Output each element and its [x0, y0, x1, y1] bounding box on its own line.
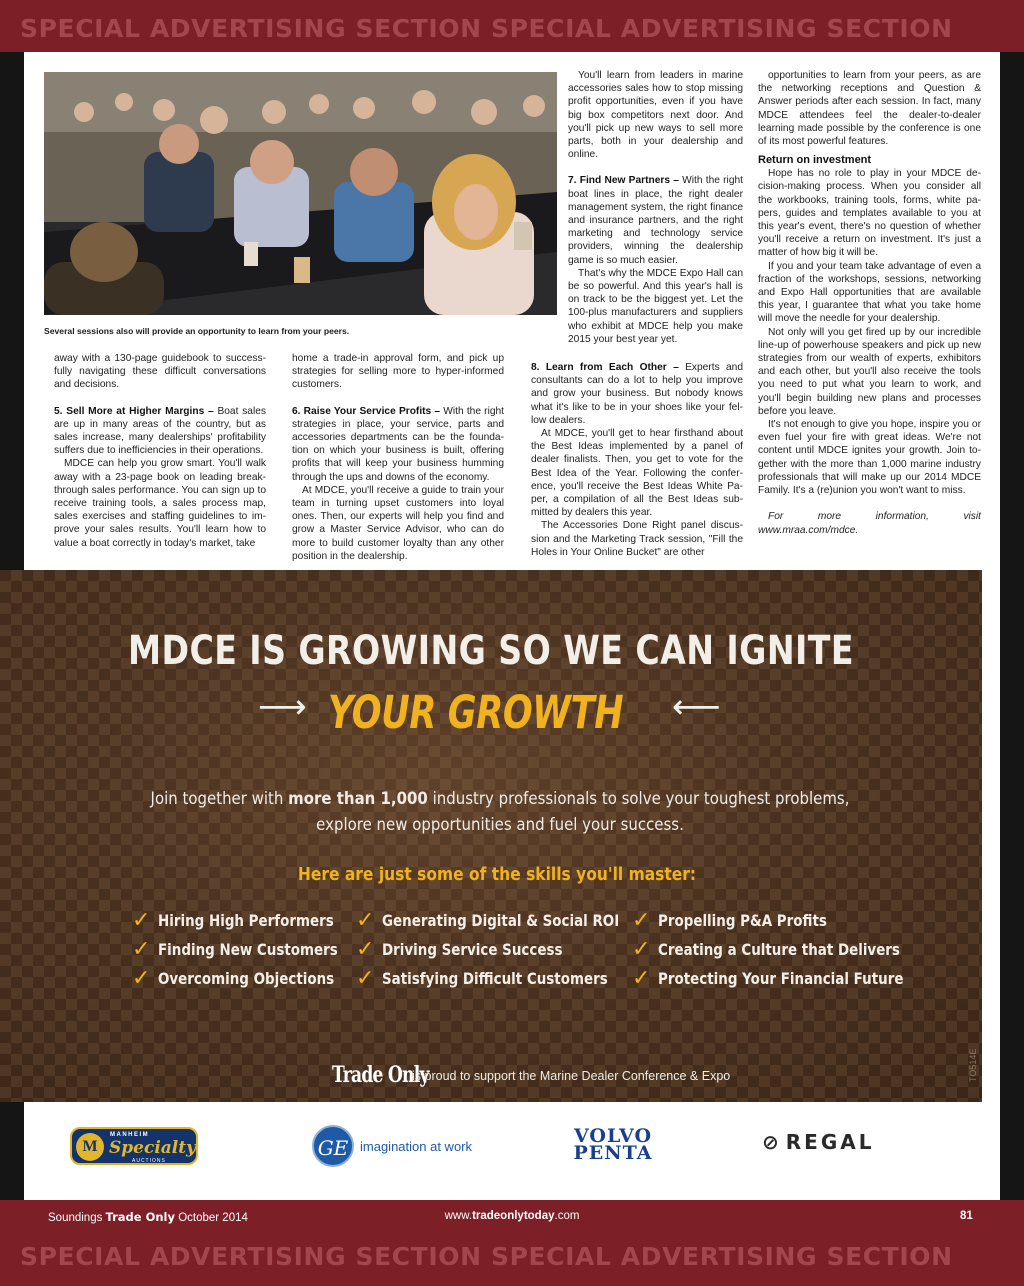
paragraph: The Accessories Done Right panel discussion and the Marketing Track session, "Fill the Holes in Your Online Bucket" are other — [531, 520, 743, 558]
skill-label: Creating a Culture that Delivers — [658, 940, 900, 959]
logo-text: Specialty — [109, 1138, 196, 1158]
photo-caption: Several sessions also will provide an opportunity to learn from your peers. — [44, 326, 350, 336]
skill-item — [132, 908, 372, 937]
skills-column-3 — [632, 908, 950, 995]
logo-text: MANHEIM — [110, 1132, 150, 1138]
conference-photo-illustration — [44, 72, 557, 315]
article-column-1 — [54, 352, 266, 550]
bottom-banner — [0, 1228, 1024, 1286]
checkmark-icon: ✓ — [356, 966, 375, 991]
skill-label: Generating Digital & Social ROI — [382, 911, 620, 930]
logo-text: AUCTIONS — [132, 1158, 166, 1164]
paragraph: away with a 130-page guidebook to successfully navigating these difficult conversations and decisions. — [54, 353, 266, 391]
checkmark-icon: ✓ — [132, 966, 151, 991]
paragraph — [531, 361, 743, 427]
skills-column-1 — [132, 908, 372, 995]
footer-text: Soundings — [48, 1212, 106, 1224]
intro-emphasis: more than 1,000 — [288, 789, 428, 809]
paragraph: You'll learn from leaders in marine accessories sales how to stop missing profit opportunities, even if you have big box competitors next door. And you'll pick up new ways to sell more parts, both in your dealership and online. — [568, 70, 743, 161]
checkmark-icon: ✓ — [132, 937, 151, 962]
regal-symbol-icon: ⊘ — [762, 1130, 782, 1154]
paragraph-text: With the right boat lines in place, the right dealer management system, the right finance and insurance partners, and the right marketing and technology service providers, winning the dealership game is so much easier. — [568, 175, 743, 266]
conference-photo — [44, 72, 557, 315]
page-footer — [0, 1200, 1024, 1228]
footer-text: www. — [444, 1210, 473, 1222]
skill-item — [632, 966, 950, 995]
skill-item — [132, 937, 372, 966]
checkmark-icon: ✓ — [632, 966, 651, 991]
section-heading: 6. Raise Your Service Profits – — [292, 405, 441, 417]
intro-text: explore new opportunities and fuel your success. — [316, 815, 684, 835]
ad-code: TO514E — [968, 1048, 978, 1082]
ad-intro — [148, 786, 852, 838]
paragraph — [292, 405, 504, 484]
top-banner — [0, 0, 1024, 52]
sponsor-logos — [24, 1102, 1000, 1200]
volvo-penta-logo — [556, 1125, 670, 1164]
paragraph: Hope has no role to play in your MDCE decision-making process. When you consider all the workbooks, training tools, forms, white papers, guides and templates available to you at this year's event, there's no question of whether you'll receive a return on investment. It's just a matter of how big it will be. — [758, 168, 981, 259]
skill-label: Satisfying Difficult Customers — [382, 969, 608, 988]
skill-item — [632, 908, 950, 937]
paragraph: Not only will you get fired up by our incredible line-up of powerhouse speakers and pick up new strategies from our wealth of experts, exhibitors and each other, but you'll also receive the tools you need to put what you learn to work, and you'll begin building new plans and processes before you leave. — [758, 326, 981, 417]
banner-text: SPECIAL ADVERTISING SECTION SPECIAL ADVERTISING SECTION — [20, 1242, 953, 1271]
paragraph — [54, 405, 266, 458]
article-column-2 — [292, 352, 504, 563]
checkmark-icon: ✓ — [356, 908, 375, 933]
section-heading: 8. Learn from Each Other – — [531, 362, 679, 373]
skill-label: Finding New Customers — [158, 940, 338, 959]
support-note: is proud to support the Marine Dealer Conference & Expo — [412, 1069, 731, 1083]
checkmark-icon: ✓ — [632, 937, 651, 962]
paragraph-text: Experts and consultants can do a lot to help you improve and grow your business. But nobody knows what it's like to be in your shoes like your fellow dealers. — [531, 362, 743, 426]
paragraph — [568, 174, 743, 266]
manheim-specialty-auctions-logo — [70, 1127, 198, 1165]
section-heading: Return on investment — [758, 154, 872, 167]
page-number: 81 — [960, 1210, 973, 1222]
footer-text: .com — [554, 1210, 580, 1222]
website-link[interactable] — [0, 1210, 1024, 1222]
skill-label: Protecting Your Financial Future — [658, 969, 904, 988]
checkmark-icon: ✓ — [632, 908, 651, 933]
skill-label: Overcoming Objections — [158, 969, 335, 988]
skill-item — [356, 908, 664, 937]
paragraph: MDCE can help you grow smart. You'll walk away with a 23-page book on leading breakthrough sales performance. You can sign up to receive training tools, a sales process map, sales exercises and staffing guidelines to improve your sales results. You'll learn how to value a boat correctly in today's market, take — [54, 458, 266, 549]
ge-monogram-icon: GE — [312, 1125, 354, 1167]
intro-text: Join together with — [150, 789, 289, 809]
intro-text: industry professionals to solve your toughest problems, — [427, 789, 850, 809]
skill-label: Propelling P&A Profits — [658, 911, 827, 930]
skills-title: Here are just some of the skills you'll master: — [297, 864, 697, 885]
footer-text: October 2014 — [175, 1212, 248, 1224]
article-column-4 — [758, 69, 981, 537]
regal-logo — [762, 1130, 874, 1154]
ge-logo — [312, 1125, 472, 1167]
section-heading: 5. Sell More at Higher Margins – — [54, 405, 214, 417]
paragraph-text: With the right strategies in place, your service, parts and accessories departments can be the foundation on which your business is built, offering profits that will keep your business humming through the ups and downs of the economy. — [292, 405, 504, 483]
paragraph: At MDCE, you'll get to hear firsthand about the Best Ideas implemented by a panel of dealer finalists. Then, you get to vote for the Best Idea of the Year. Following the conference, you'll receive the Best Ideas White Paper, a compilation of all the Best Ideas submitted by dealers this year. — [531, 428, 743, 519]
skill-label: Hiring High Performers — [158, 911, 334, 930]
paragraph: It's not enough to give you hope, inspire you or even fuel your fire with great ideas. We're not content until MDCE ignites your growth. Join together with the more than 1,000 marine industry professionals that will make up our 2014 MDCE Family. It's a (re)union you won't want to miss. — [758, 419, 981, 497]
paragraph: If you and your team take advantage of even a fraction of the workshops, sessions, networking and Expo Hall opportunities that are available this year, I guarantee that what you take home will move the needle for your dealership. — [758, 260, 981, 325]
logo-text: PENTA — [573, 1142, 653, 1164]
skill-item — [356, 937, 664, 966]
skills-column-2 — [356, 908, 664, 995]
your-growth-text: YOUR GROWTH — [328, 686, 624, 739]
skill-item — [132, 966, 372, 995]
manheim-mono-icon: M — [76, 1133, 104, 1161]
trade-only-logo: Trade Only — [332, 1062, 429, 1088]
ge-tagline: imagination at work — [360, 1138, 472, 1154]
arrow-right-icon: ⟶ — [258, 687, 307, 727]
footer-brand: Trade Only — [105, 1210, 175, 1224]
footer-brand: tradeonlytoday — [472, 1210, 555, 1222]
paragraph: That's why the MDCE Expo Hall can be so powerful. And this year's hall is on track to be the biggest yet. Let the 100-plus manufacturers and suppliers who exhibit at MDCE help you make 2015 your best year yet. — [568, 267, 743, 345]
skill-label: Driving Service Success — [382, 940, 563, 959]
logo-text: REGAL — [785, 1130, 875, 1154]
banner-text: SPECIAL ADVERTISING SECTION SPECIAL ADVERTISING SECTION — [20, 14, 953, 43]
arrow-left-icon: ⟵ — [672, 687, 721, 727]
skill-item — [356, 966, 664, 995]
section-heading: 7. Find New Partners – — [568, 175, 679, 187]
checkmark-icon: ✓ — [356, 937, 375, 962]
skill-item — [632, 937, 950, 966]
more-info-link-text[interactable]: For more information, visit www.mraa.com/mdce. — [758, 511, 981, 536]
paragraph-text: Boat sales are up in many areas of the country, but as sales increase, many dealerships' profitability suffers due to inefficiencies in their operations. — [54, 405, 266, 457]
paragraph: At MDCE, you'll receive a guide to train your team in turning upset customers into loyal ones. Then, our experts will help you find and grow a Master Service Advisor, who can do more to build customer loyalty than any other position in the dealership. — [292, 484, 504, 562]
article-column-3b — [531, 361, 743, 559]
article-column-3a — [568, 69, 743, 346]
paragraph: home a trade-in approval form, and pick up strategies for selling more to hyper-informed customers. — [292, 353, 504, 391]
trade-only-support — [332, 1062, 731, 1088]
logo-text: VOLVO — [573, 1125, 653, 1147]
right-margin-bar — [1000, 52, 1024, 1200]
checkmark-icon: ✓ — [132, 908, 151, 933]
paragraph: opportunities to learn from your peers, as are the networking receptions and Question & Answer periods after each session. In fact, many MDCE attendees feel the dealer-to-dealer learning made possible by the conference is one of its most powerful features. — [758, 70, 981, 148]
mdce-advertisement — [0, 570, 982, 1102]
ad-subheadline — [258, 682, 728, 739]
ad-headline: MDCE IS GROWING SO WE CAN IGNITE — [128, 628, 854, 674]
